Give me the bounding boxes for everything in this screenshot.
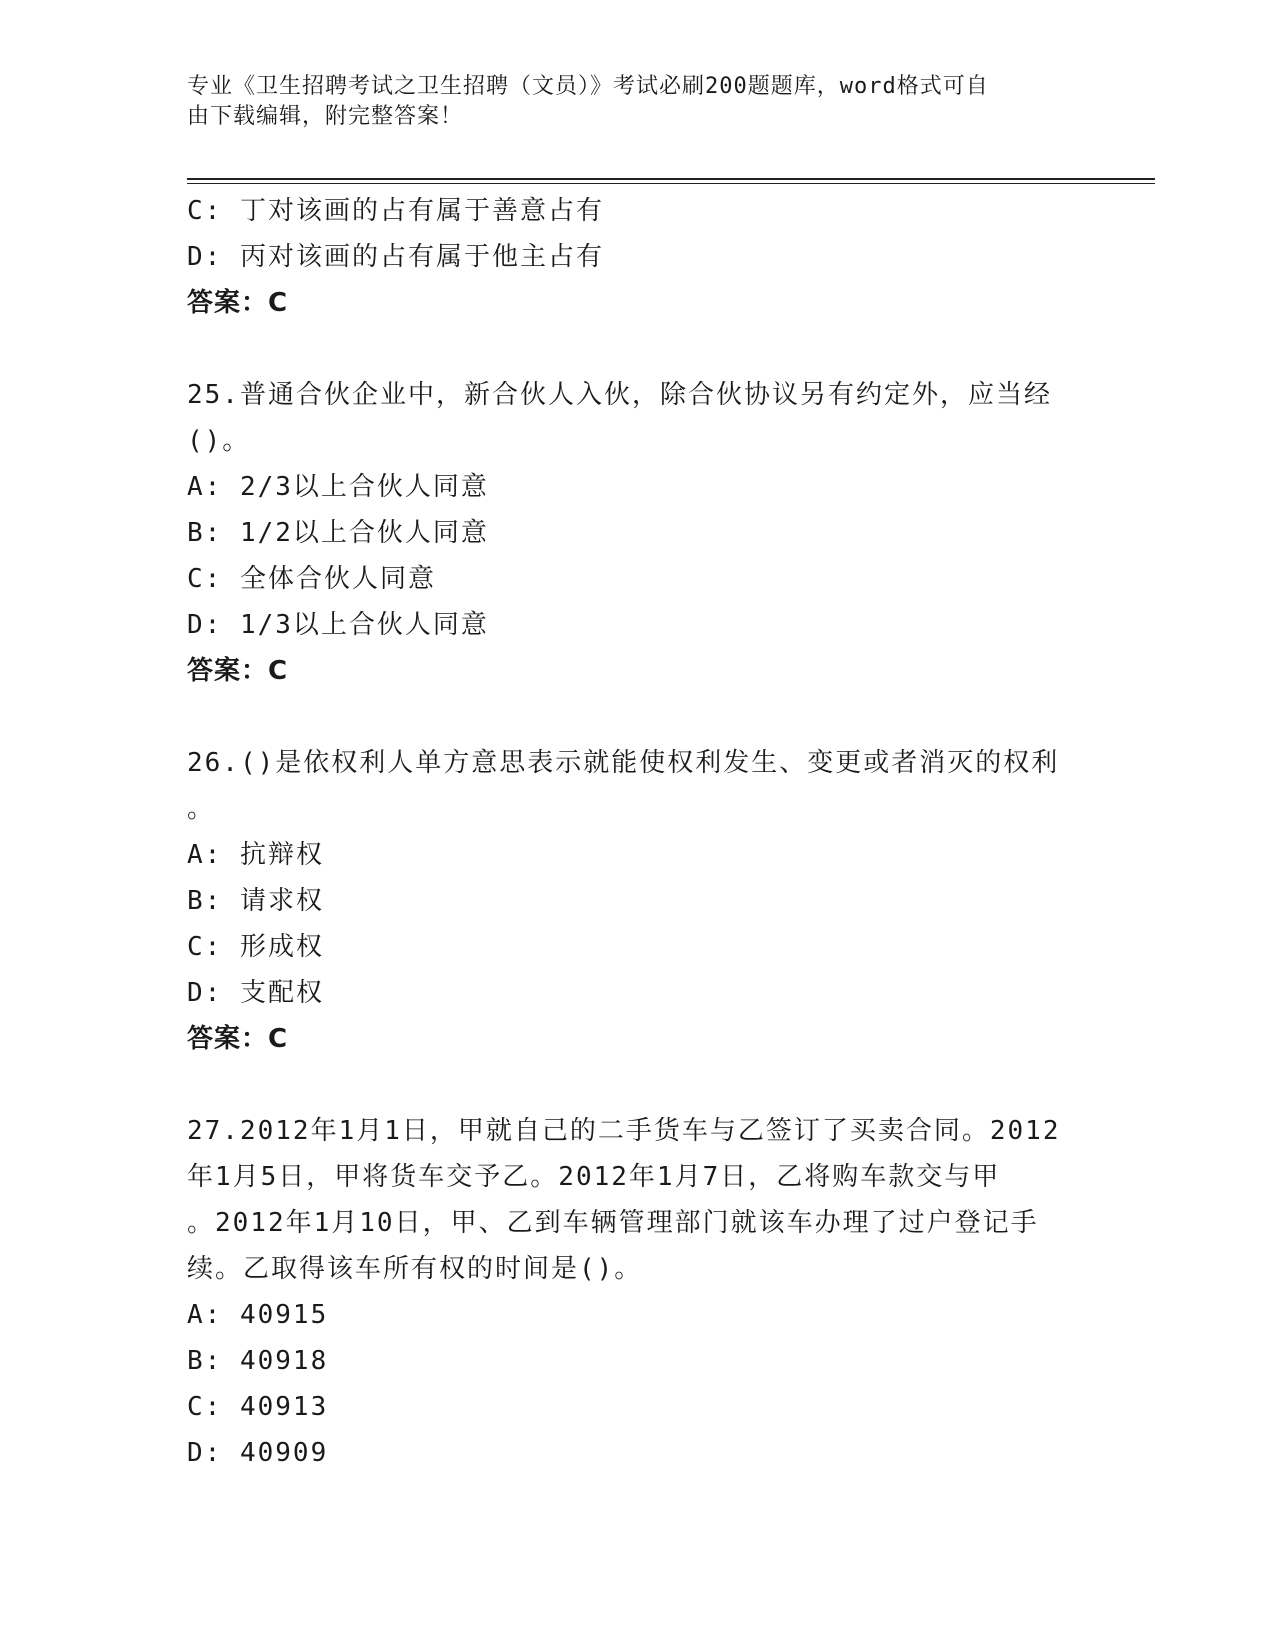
option-c: C: 形成权 <box>187 932 324 962</box>
option-d: D: 40909 <box>187 1438 329 1468</box>
header-divider-thin <box>187 183 1155 184</box>
question-stem-line: ()。 <box>187 426 251 456</box>
answer-line: 答案：C <box>187 288 289 318</box>
question-27 <box>187 1108 1087 1476</box>
option-b: B: 40918 <box>187 1346 329 1376</box>
option-c: C: 40913 <box>187 1392 329 1422</box>
option-d: D: 1/3以上合伙人同意 <box>187 610 489 640</box>
answer-line: 答案：C <box>187 656 289 686</box>
question-content <box>187 188 1087 1476</box>
option-c: C: 全体合伙人同意 <box>187 564 436 594</box>
prev-question-block <box>187 188 1087 326</box>
question-stem-line: 27.2012年1月1日，甲就自己的二手货车与乙签订了买卖合同。2012 <box>187 1116 1061 1146</box>
question-stem-line: 。2012年1月10日，甲、乙到车辆管理部门就该车办理了过户登记手 <box>187 1208 1039 1238</box>
question-stem-line: 续。乙取得该车所有权的时间是()。 <box>187 1254 643 1284</box>
option-d: D: 支配权 <box>187 978 324 1008</box>
question-25 <box>187 372 1087 694</box>
option-b: B: 请求权 <box>187 886 324 916</box>
option-d: D: 丙对该画的占有属于他主占有 <box>187 242 604 272</box>
option-c: C: 丁对该画的占有属于善意占有 <box>187 196 604 226</box>
option-a: A: 2/3以上合伙人同意 <box>187 472 489 502</box>
question-26 <box>187 740 1087 1062</box>
option-a: A: 40915 <box>187 1300 329 1330</box>
question-stem-line: 26.()是依权利人单方意思表示就能使权利发生、变更或者消灭的权利 <box>187 748 1060 778</box>
header-divider-thick <box>187 178 1155 180</box>
document-header <box>187 72 1067 132</box>
header-line-2: 由下载编辑，附完整答案！ <box>187 104 464 129</box>
option-a: A: 抗辩权 <box>187 840 324 870</box>
question-stem-line: 。 <box>187 794 216 824</box>
option-b: B: 1/2以上合伙人同意 <box>187 518 489 548</box>
question-stem-line: 25.普通合伙企业中，新合伙人入伙，除合伙协议另有约定外，应当经 <box>187 380 1052 410</box>
header-line-1: 专业《卫生招聘考试之卫生招聘（文员）》考试必刷200题题库，word格式可自 <box>187 74 989 99</box>
question-stem-line: 年1月5日，甲将货车交予乙。2012年1月7日，乙将购车款交与甲 <box>187 1162 1001 1192</box>
answer-line: 答案：C <box>187 1024 289 1054</box>
